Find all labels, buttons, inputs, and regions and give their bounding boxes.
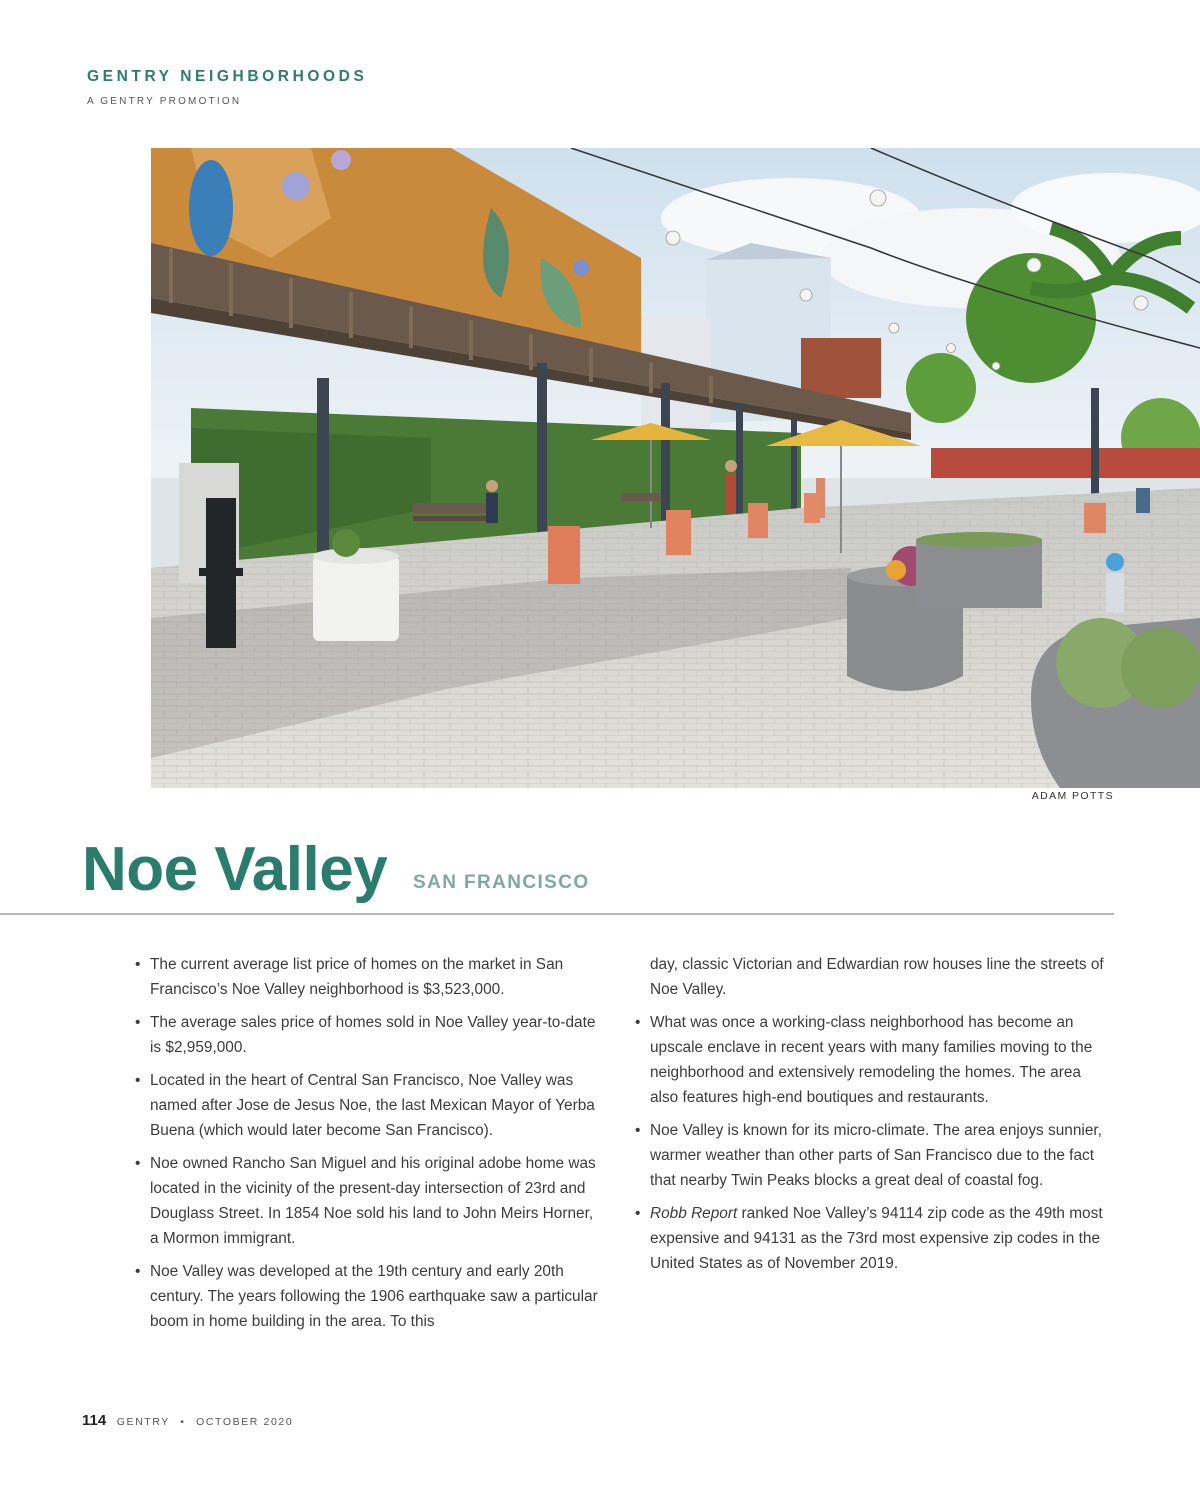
fact-list-item: • Noe Valley is known for its micro-climate. The area enjoys sunnier, warmer weather than other parts of San Francisco due to the fact that nearby Twin Peaks blocks a great deal of coastal fog. [635,1119,1105,1193]
fact-list-item: • Noe owned Rancho San Miguel and his original adobe home was located in the vicinity of the present-day intersection of 23rd and Douglass Street. In 1854 Noe sold his land to John Meirs Horner, a Mormon immigrant. [135,1152,605,1251]
article-title: Noe Valley [82,835,388,904]
fact-list-item-continuation: day, classic Victorian and Edwardian row houses line the streets of Noe Valley. [650,956,1104,998]
right-column [635,953,1105,1285]
magazine-name: GENTRY [116,1416,170,1428]
fact-list-item: • What was once a working-class neighborhood has become an upscale enclave in recent years with many families moving to the neighborhood and extensively remodeling the homes. The area also features high-end boutiques and restaurants. [635,1011,1105,1110]
page-number: 114 [82,1412,107,1429]
fact-text: ranked Noe Valley’s 94114 zip code as the 49th most expensive and 94131 as the 73rd most expensive zip codes in the United States as of November 2019. [650,1204,1103,1272]
fact-list-item [635,1202,1105,1276]
promotion-label: A GENTRY PROMOTION [87,96,242,107]
fact-list-item: • The current average list price of homes on the market in San Francisco’s Noe Valley neighborhood is $3,523,000. [135,953,605,1003]
left-column [135,953,605,1343]
title-divider [0,913,1114,915]
issue-date: OCTOBER 2020 [196,1416,294,1428]
section-kicker: GENTRY NEIGHBORHOODS [87,68,368,85]
publication-name: Robb Report [650,1204,738,1222]
fact-list-item: • The average sales price of homes sold in Noe Valley year-to-date is $2,959,000. [135,1011,605,1061]
page-footer [82,1412,293,1429]
photo-credit: ADAM POTTS [1031,790,1114,802]
fact-list-item: • Noe Valley was developed at the 19th century and early 20th century. The years following the 1906 earthquake saw a particular boom in home building in the area. To this [135,1260,605,1334]
separator-dot: • [180,1416,186,1428]
fact-list-item: • Located in the heart of Central San Francisco, Noe Valley was named after Jose de Jesus Noe, the last Mexican Mayor of Yerba Buena (which would later become San Francisco). [135,1069,605,1143]
article-subtitle: SAN FRANCISCO [413,872,590,893]
noe-valley-plaza-photo [151,148,1200,788]
